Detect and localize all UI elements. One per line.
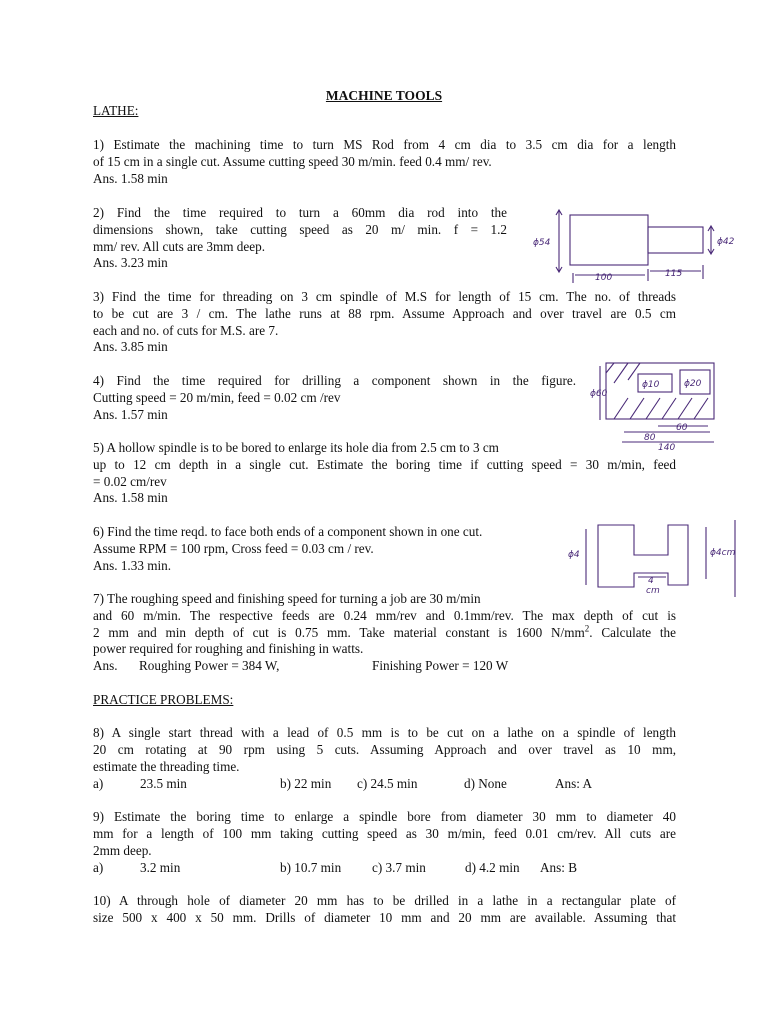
superscript-2: 2 bbox=[584, 623, 590, 634]
question-9 bbox=[93, 809, 676, 859]
question-8-option-d: d) None bbox=[464, 776, 507, 791]
question-8-answer: Ans: A bbox=[555, 776, 593, 791]
question-9-option-c: c) 3.7 min bbox=[372, 860, 426, 875]
question-7-answer-roughing: Roughing Power = 384 W, bbox=[139, 658, 280, 674]
question-9-option-a-value: 3.2 min bbox=[140, 860, 181, 875]
figure-h-component bbox=[560, 515, 740, 597]
figure-6-label-dia4: ϕ4 bbox=[568, 550, 580, 560]
question-5-answer: Ans. 1.58 min bbox=[93, 490, 168, 506]
section-heading-lathe: LATHE: bbox=[93, 103, 139, 118]
question-7-answer bbox=[93, 658, 676, 675]
question-8-line-2: 20 cm rotating at 90 rpm using 5 cuts. Assuming Approach and over travel as 10 mm, bbox=[93, 741, 676, 757]
question-6-answer: Ans. 1.33 min. bbox=[93, 557, 172, 573]
question-2-line-2: dimensions shown, take cutting speed as 20 m/ min. f = 1.2 bbox=[93, 221, 507, 237]
question-8-option-a: a) bbox=[93, 776, 104, 791]
figure-4-label-80: 80 bbox=[644, 433, 656, 443]
question-7-line-3-text: 2 mm and min depth of cut is 0.75 mm. Take material constant is 1600 N/mm bbox=[93, 624, 585, 640]
question-6 bbox=[93, 524, 563, 574]
figure-4-label-dia10: ϕ10 bbox=[642, 380, 660, 390]
question-1-answer: Ans. 1.58 min bbox=[93, 170, 168, 186]
question-7 bbox=[93, 591, 676, 675]
question-1 bbox=[93, 137, 676, 187]
page-title: MACHINE TOOLS bbox=[325, 88, 443, 103]
question-4-answer: Ans. 1.57 min bbox=[93, 406, 168, 422]
figure-4-label-dia20: ϕ20 bbox=[684, 379, 702, 389]
question-8-line-3: estimate the threading time. bbox=[93, 758, 240, 774]
question-8-option-b: b) 22 min bbox=[280, 776, 332, 791]
question-3 bbox=[93, 289, 676, 356]
question-10 bbox=[93, 893, 676, 927]
figure-2-label-dia54: ϕ54 bbox=[533, 238, 551, 248]
question-2-line-3: mm/ rev. All cuts are 3mm deep. bbox=[93, 238, 266, 254]
question-9-line-2: mm for a length of 100 mm taking cutting speed as 30 m/min, feed 0.01 cm/rev. All cuts are bbox=[93, 825, 676, 841]
section-heading-practice: PRACTICE PROBLEMS: bbox=[93, 692, 234, 707]
question-5-line-3: = 0.02 cm/rev bbox=[93, 473, 167, 489]
question-9-answer: Ans: B bbox=[540, 860, 578, 875]
question-3-answer: Ans. 3.85 min bbox=[93, 339, 168, 355]
figure-4-label-60: 60 bbox=[676, 423, 688, 433]
figure-2-label-dia42: ϕ42 bbox=[717, 237, 735, 247]
question-9-option-d: d) 4.2 min bbox=[465, 860, 520, 875]
question-9-option-b: b) 10.7 min bbox=[280, 860, 342, 875]
question-2-line-1: 2) Find the time required to turn a 60mm dia rod into the bbox=[93, 205, 507, 220]
question-7-answer-finishing: Finishing Power = 120 W bbox=[372, 658, 509, 674]
question-4-line-1: 4) Find the time required for drilling a component shown in the figure. bbox=[93, 373, 576, 388]
question-5-line-1: 5) A hollow spindle is to be bored to enlarge its hole dia from 2.5 cm to 3 cm bbox=[93, 440, 499, 455]
figure-6-label-4: 4 bbox=[648, 576, 654, 586]
question-8-option-c: c) 24.5 min bbox=[357, 776, 418, 791]
question-4 bbox=[93, 373, 576, 423]
question-7-line-4: power required for roughing and finishing in watts. bbox=[93, 641, 364, 657]
question-6-line-1: 6) Find the time reqd. to face both ends of a component shown in one cut. bbox=[93, 524, 483, 539]
figure-6-label-cm: cm bbox=[646, 586, 660, 596]
question-8-line-1: 8) A single start thread with a lead of 0.5 mm is to be cut on a lathe on a spindle of length bbox=[93, 725, 676, 740]
figure-drilled-component bbox=[588, 358, 728, 453]
question-10-line-1: 10) A through hole of diameter 20 mm has to be drilled in a lathe in a rectangular plate of bbox=[93, 893, 676, 908]
question-1-line-2: of 15 cm in a single cut. Assume cutting speed 30 m/min. feed 0.4 mm/ rev. bbox=[93, 153, 492, 169]
question-9-line-1: 9) Estimate the boring time to enlarge a spindle bore from diameter 30 mm to diameter 40 bbox=[93, 809, 676, 824]
question-3-line-3: each and no. of cuts for M.S. are 7. bbox=[93, 322, 279, 338]
question-3-line-2: to be cut are 3 / cm. The lathe runs at 88 rpm. Assume Approach and over travel are 0.5 cm bbox=[93, 305, 676, 321]
figure-4-label-140: 140 bbox=[658, 443, 676, 453]
figure-2-label-115: 115 bbox=[665, 269, 683, 279]
figure-2-label-100: 100 bbox=[595, 273, 613, 283]
question-4-line-2: Cutting speed = 20 m/min, feed = 0.02 cm /rev bbox=[93, 389, 341, 405]
question-10-line-2: size 500 x 400 x 50 mm. Drills of diameter 10 mm and 20 mm are available. Assuming that bbox=[93, 909, 676, 925]
question-7-answer-label: Ans. bbox=[93, 658, 118, 674]
question-8-option-a-value: 23.5 min bbox=[140, 776, 187, 791]
question-5-line-2: up to 12 cm depth in a single cut. Estimate the boring time if cutting speed = 30 m/min, feed bbox=[93, 456, 676, 472]
question-7-line-3 bbox=[93, 625, 676, 642]
figure-stepped-rod bbox=[525, 205, 745, 285]
figure-6-label-dia4cm: ϕ4cm bbox=[710, 548, 736, 558]
question-9-line-3: 2mm deep. bbox=[93, 842, 152, 858]
question-3-line-1: 3) Find the time for threading on 3 cm spindle of M.S for length of 15 cm. The no. of threads bbox=[93, 289, 676, 304]
question-7-line-2: and 60 m/min. The respective feeds are 0.24 mm/rev and 0.1mm/rev. The max depth of cut is bbox=[93, 607, 676, 623]
question-7-line-1: 7) The roughing speed and finishing speed for turning a job are 30 m/min bbox=[93, 591, 481, 606]
question-7-line-3-end: . Calculate the bbox=[589, 624, 677, 640]
question-2 bbox=[93, 205, 507, 272]
question-5 bbox=[93, 440, 676, 507]
figure-4-label-dia60: ϕ60 bbox=[590, 389, 608, 399]
question-2-answer: Ans. 3.23 min bbox=[93, 255, 168, 271]
question-9-option-a: a) bbox=[93, 860, 104, 875]
question-8 bbox=[93, 725, 676, 775]
question-1-line-1: 1) Estimate the machining time to turn MS Rod from 4 cm dia to 3.5 cm dia for a length bbox=[93, 137, 676, 152]
question-6-line-2: Assume RPM = 100 rpm, Cross feed = 0.03 cm / rev. bbox=[93, 540, 374, 556]
